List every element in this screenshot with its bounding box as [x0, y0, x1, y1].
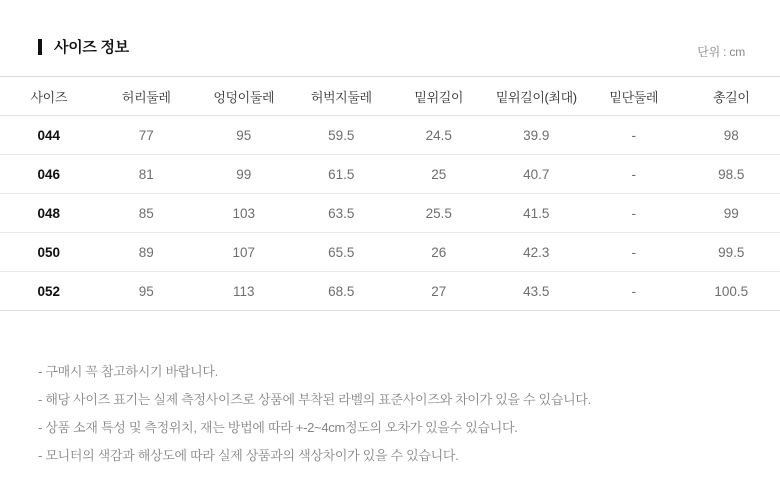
column-header: 밑위길이(최대): [495, 89, 577, 105]
section-header: [0, 0, 780, 76]
measurement-cell: -: [585, 233, 683, 272]
measurement-cell: 26: [390, 233, 488, 272]
unit-label: 단위 : cm: [697, 45, 745, 59]
column-header: 허벅지둘레: [310, 89, 372, 105]
title-bar-icon: [38, 39, 42, 55]
size-value-cell: 044: [0, 116, 98, 155]
note-line: - 상품 소재 특성 및 측정위치, 재는 방법에 따라 +-2~4cm정도의 오차가 있을수 있습니다.: [38, 420, 518, 435]
measurement-cell: 95: [98, 272, 196, 311]
measurement-cell: 99.5: [683, 233, 780, 272]
measurement-cell: 113: [195, 272, 293, 311]
measurement-cell: 61.5: [293, 155, 391, 194]
size-value-cell: 050: [0, 233, 98, 272]
table-row: [0, 233, 780, 272]
column-header: 허리둘레: [121, 89, 171, 105]
size-table-body: [0, 116, 780, 311]
header-row: [0, 77, 780, 116]
size-value-cell: 048: [0, 194, 98, 233]
measurement-cell: 100.5: [683, 272, 780, 311]
table-row: [0, 194, 780, 233]
measurement-cell: -: [585, 272, 683, 311]
table-row: [0, 272, 780, 311]
measurement-cell: 43.5: [488, 272, 586, 311]
table-row: [0, 116, 780, 155]
size-value-cell: 052: [0, 272, 98, 311]
measurement-cell: 63.5: [293, 194, 391, 233]
measurement-cell: 59.5: [293, 116, 391, 155]
note-line: - 구매시 꼭 참고하시기 바랍니다.: [38, 364, 218, 379]
measurement-cell: -: [585, 155, 683, 194]
measurement-cell: 68.5: [293, 272, 391, 311]
measurement-cell: 89: [98, 233, 196, 272]
column-header: 밑위길이: [414, 89, 464, 105]
table-row: [0, 155, 780, 194]
measurement-cell: 77: [98, 116, 196, 155]
note-line: - 모니터의 색감과 해상도에 따라 실제 상품과의 색상차이가 있을 수 있습니다.: [38, 448, 459, 463]
measurement-cell: 99: [195, 155, 293, 194]
column-header: 엉덩이둘레: [213, 89, 275, 105]
column-header: 총길이: [713, 89, 750, 105]
measurement-cell: 25: [390, 155, 488, 194]
measurement-cell: 40.7: [488, 155, 586, 194]
measurement-cell: 41.5: [488, 194, 586, 233]
size-value-cell: 046: [0, 155, 98, 194]
measurement-cell: -: [585, 194, 683, 233]
measurement-cell: 39.9: [488, 116, 586, 155]
measurement-cell: 99: [683, 194, 780, 233]
measurement-cell: 81: [98, 155, 196, 194]
column-header: 밑단둘레: [609, 89, 659, 105]
measurement-cell: 107: [195, 233, 293, 272]
measurement-cell: 103: [195, 194, 293, 233]
page-title-text: 사이즈 정보: [54, 39, 129, 56]
column-header: 사이즈: [30, 89, 67, 105]
size-table: [0, 76, 780, 311]
page-title: [38, 36, 129, 57]
size-notes: [38, 358, 780, 470]
measurement-cell: 65.5: [293, 233, 391, 272]
measurement-cell: 27: [390, 272, 488, 311]
measurement-cell: 98.5: [683, 155, 780, 194]
measurement-cell: 85: [98, 194, 196, 233]
size-table-header: [0, 77, 780, 116]
measurement-cell: 42.3: [488, 233, 586, 272]
measurement-cell: 98: [683, 116, 780, 155]
measurement-cell: -: [585, 116, 683, 155]
measurement-cell: 95: [195, 116, 293, 155]
measurement-cell: 25.5: [390, 194, 488, 233]
measurement-cell: 24.5: [390, 116, 488, 155]
note-line: - 해당 사이즈 표기는 실제 측정사이즈로 상품에 부착된 라벨의 표준사이즈와 차이가 있을 수 있습니다.: [38, 392, 591, 407]
